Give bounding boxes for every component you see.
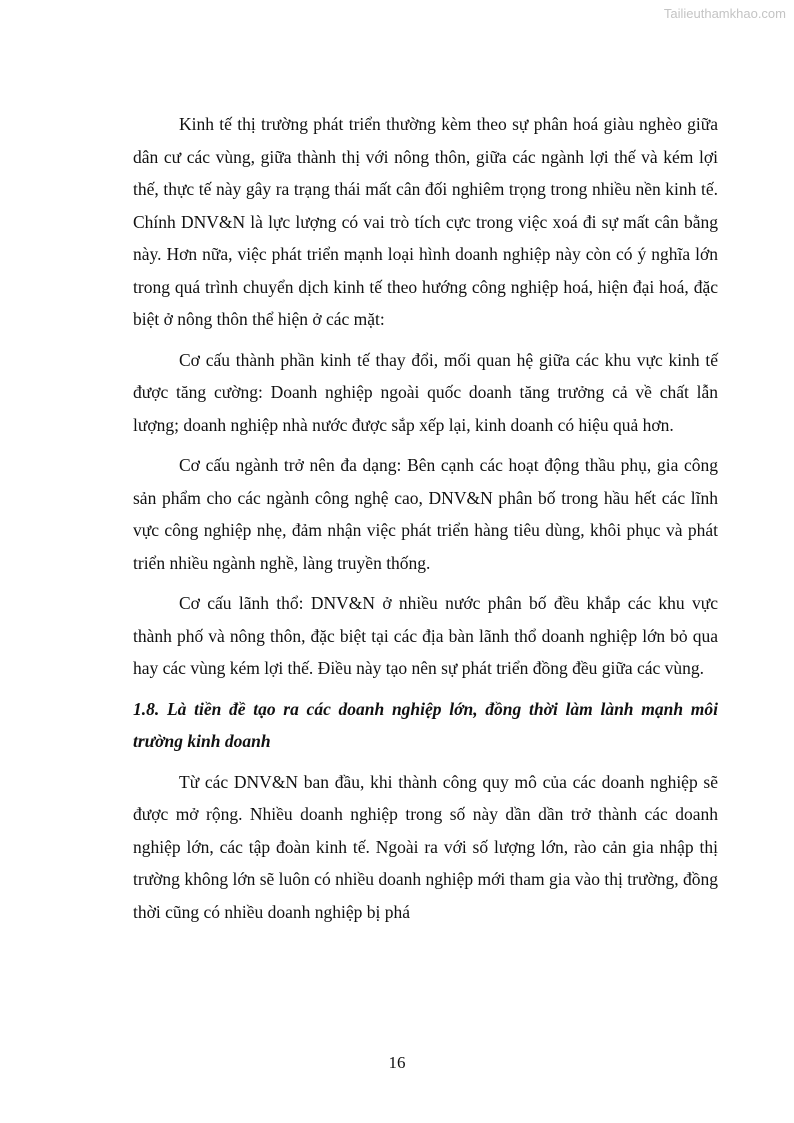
paragraph-growth: Từ các DNV&N ban đầu, khi thành công quy mô của các doanh nghiệp sẽ được mở rộng. Nhiều doanh nghiệp trong số này dần dần trở thành các doanh nghiệp lớn, các tập đoàn kinh tế. Ngoài ra với số lượng lớn, rào cản gia nhập thị trường không lớn sẽ luôn có nhiều doanh nghiệp mới tham gia vào thị trường, đồng thời cũng có nhiều doanh nghiệp bị phá — [133, 771, 718, 922]
section-heading: 1.8. Là tiền đề tạo ra các doanh nghiệp lớn, đồng thời làm lành mạnh môi trường kinh doanh — [133, 698, 718, 751]
document-body — [133, 108, 718, 936]
paragraph-ownership-structure: Cơ cấu thành phần kinh tế thay đổi, mối quan hệ giữa các khu vực kinh tế được tăng cường: Doanh nghiệp ngoài quốc doanh tăng trưởng cả về chất lẫn lượng; doanh nghiệp nhà nước được sắp xếp lại, kinh doanh có hiệu quả hơn. — [133, 349, 718, 435]
page-number: 16 — [388, 1053, 406, 1072]
paragraph-imbalance: Kinh tế thị trường phát triển thường kèm theo sự phân hoá giàu nghèo giữa dân cư các vùng, giữa thành thị với nông thôn, giữa các ngành lợi thế và kém lợi thế, thực tế này gây ra trạng thái mất cân đối nghiêm trọng trong nhiều nền kinh tế. Chính DNV&N là lực lượng có vai trò tích cực trong việc xoá đi sự mất cân bằng này. Hơn nữa, việc phát triển mạnh loại hình doanh nghiệp này còn có ý nghĩa lớn trong quá trình chuyển dịch kinh tế theo hướng công nghiệp hoá, hiện đại hoá, đặc biệt ở nông thôn thể hiện ở các mặt: — [133, 114, 718, 329]
paragraph-sector-structure: Cơ cấu ngành trở nên đa dạng: Bên cạnh các hoạt động thầu phụ, gia công sản phẩm cho các ngành công nghệ cao, DNV&N phân bố trong hầu hết các lĩnh vực công nghiệp nhẹ, đảm nhận việc phát triển hàng tiêu dùng, khôi phục và phát triển nhiều ngành nghề, làng truyền thống. — [133, 455, 718, 573]
paragraph-territorial-structure: Cơ cấu lãnh thổ: DNV&N ở nhiều nước phân bố đều khắp các khu vực thành phố và nông thôn, đặc biệt tại các địa bàn lãnh thổ doanh nghiệp lớn bỏ qua hay các vùng kém lợi thế. Điều này tạo nên sự phát triển đồng đều giữa các vùng. — [133, 593, 718, 678]
watermark-text: Tailieuthamkhao.com — [663, 6, 786, 21]
